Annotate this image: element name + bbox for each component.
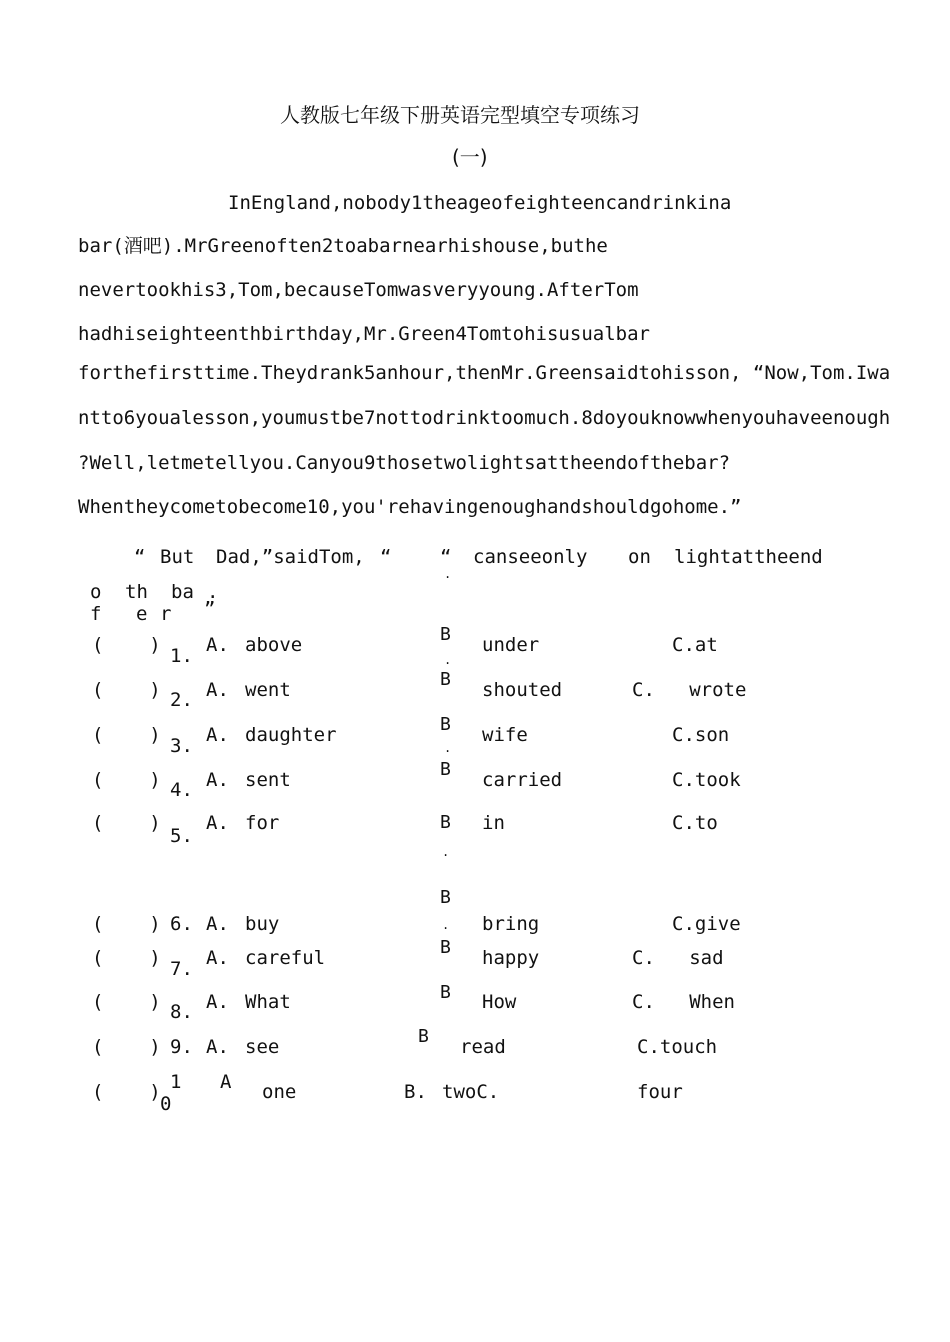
option-b-label: B	[440, 669, 451, 690]
option-b-label: B	[418, 1026, 429, 1047]
question-number: 8.	[170, 1001, 193, 1023]
option-a-label: A.	[206, 812, 229, 834]
option-a-label: A.	[206, 679, 229, 701]
option-b: in	[482, 812, 505, 834]
question-number: 1.	[170, 645, 193, 667]
section-number: (一)	[452, 145, 488, 169]
passage-line: ?Well,letmetellyou.Canyou9thosetwolightsattheendofthebar?	[78, 452, 731, 474]
passage-line: ntto6youalesson,youmustbe7nottodrinktoomuch.8doyouknowwhenyouhaveenough	[78, 407, 891, 429]
option-b: twoC.	[442, 1081, 500, 1103]
question-number: 3.	[170, 735, 193, 757]
passage-line: nevertookhis3,Tom,becauseTomwasveryyoung.AfterTom	[78, 279, 639, 301]
question-number-digit: 0	[160, 1093, 172, 1115]
dot-mark: .	[444, 741, 452, 755]
passage-line: forthefirsttime.Theydrank5anhour,thenMr.Greensaidtohisson, “Now,Tom.Iwa	[78, 362, 891, 384]
passage-fragment: “	[380, 546, 392, 568]
question-number: 5.	[170, 825, 193, 847]
answer-blank[interactable]: ( )	[92, 947, 161, 969]
option-a: sent	[245, 769, 291, 791]
option-b: carried	[482, 769, 563, 791]
option-a: What	[245, 991, 291, 1013]
option-a-label: A.	[206, 769, 229, 791]
option-a-label: A.	[206, 991, 229, 1013]
passage-fragment: th	[125, 581, 148, 603]
option-c: C. wrote	[632, 679, 747, 701]
answer-blank[interactable]: ( )	[92, 634, 161, 656]
option-b-label: B	[440, 624, 451, 645]
option-a: for	[245, 812, 280, 834]
option-a: buy	[245, 913, 280, 935]
passage-fragment: “	[440, 546, 452, 568]
option-a: see	[245, 1036, 280, 1058]
passage-fragment: r	[160, 603, 172, 625]
passage-fragment: .	[207, 581, 219, 603]
answer-blank[interactable]: ( )	[92, 1036, 161, 1058]
option-a: went	[245, 679, 291, 701]
option-b: bring	[482, 913, 540, 935]
option-a-label: A.	[206, 1036, 229, 1058]
option-b-label: B	[440, 887, 451, 908]
option-a: one	[262, 1081, 297, 1103]
answer-blank[interactable]: ( )	[92, 769, 161, 791]
dot-mark: .	[442, 845, 450, 859]
option-c: C.to	[672, 812, 718, 834]
option-c: C.touch	[637, 1036, 718, 1058]
passage-line: hadhiseighteenthbirthday,Mr.Green4Tomtohisusualbar	[78, 323, 650, 345]
passage-fragment: But	[160, 546, 195, 568]
option-c: C. sad	[632, 947, 724, 969]
option-c: C.son	[672, 724, 730, 746]
passage-fragment: e	[136, 603, 148, 625]
answer-blank[interactable]: ( )	[92, 913, 161, 935]
passage-line: Whentheycometobecome10,you'rehavingenoughandshouldgohome.”	[78, 496, 742, 518]
option-b-label: B.	[404, 1081, 427, 1103]
answer-blank[interactable]: ( )	[92, 991, 161, 1013]
option-a-label: A	[220, 1071, 232, 1093]
option-b: wife	[482, 724, 528, 746]
option-a-label: A.	[206, 947, 229, 969]
dot-mark: .	[442, 918, 450, 932]
passage-fragment: canseeonly	[473, 546, 588, 568]
answer-blank[interactable]: ( )	[92, 1081, 161, 1103]
question-number: 1	[170, 1071, 182, 1093]
passage-fragment: lightattheend	[674, 546, 823, 568]
answer-blank[interactable]: ( )	[92, 679, 161, 701]
answer-blank[interactable]: ( )	[92, 812, 161, 834]
option-b-label: B	[440, 759, 451, 780]
option-a: daughter	[245, 724, 337, 746]
question-number: 7.	[170, 958, 193, 980]
option-c: C.at	[672, 634, 718, 656]
option-b-label: B	[440, 714, 451, 735]
passage-fragment: on	[628, 546, 651, 568]
option-b: under	[482, 634, 540, 656]
option-b-label: B	[440, 982, 451, 1003]
option-c: C.took	[672, 769, 741, 791]
question-number: 9.	[170, 1036, 193, 1058]
page-title: 人教版七年级下册英语完型填空专项练习	[280, 103, 640, 127]
option-a: careful	[245, 947, 326, 969]
option-c: four	[637, 1081, 683, 1103]
option-a-label: A.	[206, 634, 229, 656]
passage-fragment: o	[90, 581, 102, 603]
option-a: above	[245, 634, 303, 656]
passage-fragment: f	[90, 603, 102, 625]
option-c: C.give	[672, 913, 741, 935]
question-number: 6.	[170, 913, 193, 935]
option-a-label: A.	[206, 724, 229, 746]
option-b-label: B	[440, 937, 451, 958]
passage-fragment: ba	[171, 581, 194, 603]
passage-fragment: Dad,”saidTom,	[216, 546, 365, 568]
passage-fragment: ”	[204, 598, 216, 620]
passage-fragment: “	[134, 546, 146, 568]
question-number: 2.	[170, 689, 193, 711]
option-b: How	[482, 991, 517, 1013]
option-c: C. When	[632, 991, 735, 1013]
passage-line: bar(酒吧).MrGreenoften2toabarnearhishouse,buthe	[78, 235, 608, 257]
option-b-label: B	[440, 812, 451, 833]
dot-mark: .	[444, 567, 452, 581]
answer-blank[interactable]: ( )	[92, 724, 161, 746]
dot-mark: .	[444, 653, 452, 667]
option-a-label: A.	[206, 913, 229, 935]
option-b: read	[460, 1036, 506, 1058]
passage-line: InEngland,nobody1theageofeighteencandrinkina	[228, 192, 732, 214]
option-b: happy	[482, 947, 540, 969]
question-number: 4.	[170, 779, 193, 801]
option-b: shouted	[482, 679, 563, 701]
